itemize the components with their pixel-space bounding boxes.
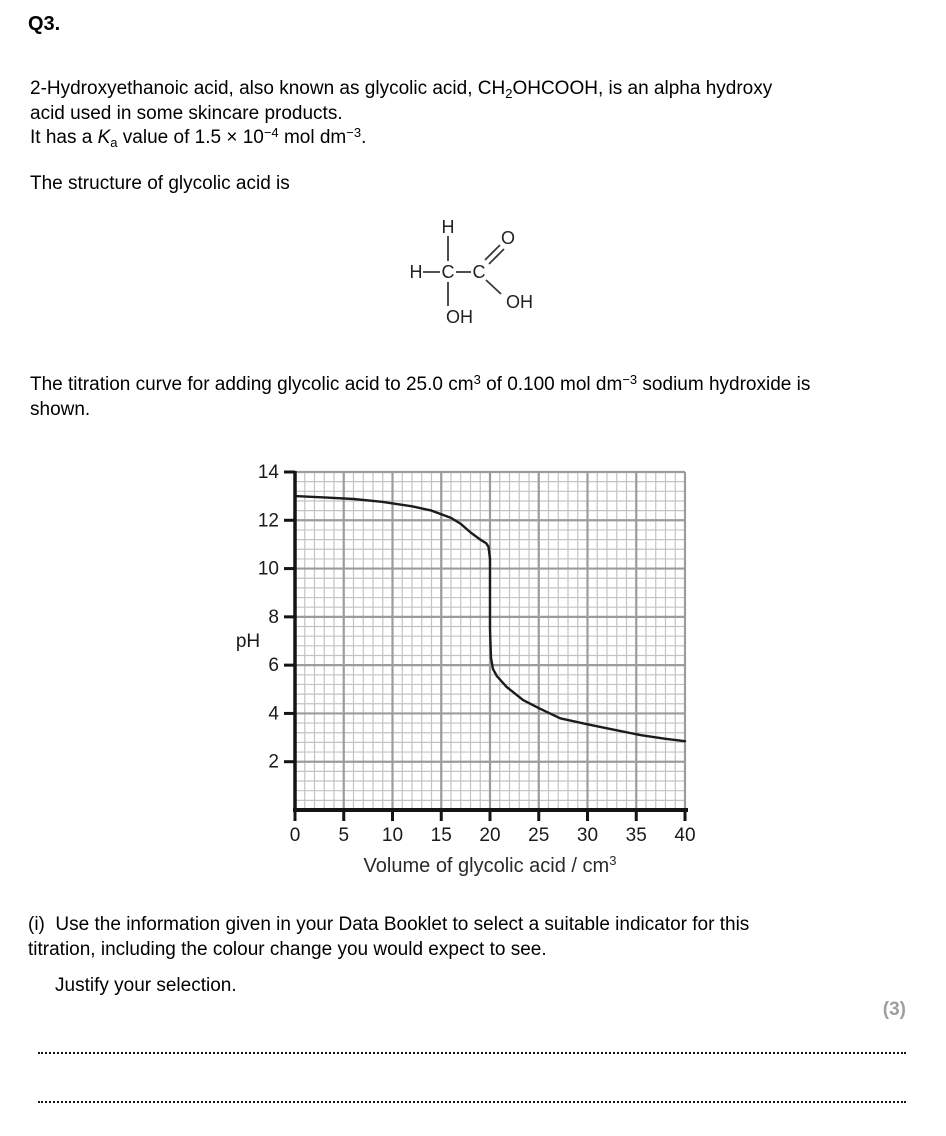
- svg-text:40: 40: [674, 825, 696, 846]
- question-i-line-1: (i) Use the information given in your Data Booklet to select a suitable indicator for this: [28, 914, 750, 935]
- svg-text:10: 10: [257, 558, 279, 580]
- answer-line-2: [38, 1101, 906, 1103]
- bond-c2-o-double-2: [489, 249, 504, 264]
- svg-text:15: 15: [430, 825, 452, 846]
- svg-text:5: 5: [338, 825, 350, 846]
- bond-c2-oh: [486, 280, 501, 294]
- svg-text:12: 12: [257, 510, 279, 532]
- atom-o: O: [500, 228, 516, 248]
- question-number: Q3.: [28, 13, 61, 35]
- atom-h-top: H: [441, 217, 455, 237]
- svg-text:25: 25: [528, 825, 550, 846]
- atom-oh-bottom: OH: [446, 307, 473, 327]
- svg-text:30: 30: [576, 825, 599, 846]
- intro-line-1: 2-Hydroxyethanoic acid, also known as glycolic acid, $CH_2OHCOOH$, is an alpha hydroxy: [30, 78, 773, 101]
- svg-text:20: 20: [479, 825, 501, 846]
- glycolic-acid-structure-diagram: [390, 205, 570, 340]
- svg-text:pH: pH: [235, 631, 261, 652]
- marks-badge: (3): [882, 999, 906, 1020]
- question-i-paragraph: [28, 913, 749, 962]
- titration-curve-chart: [225, 440, 730, 890]
- svg-text:2: 2: [268, 751, 279, 773]
- atom-c2: C: [472, 262, 486, 282]
- svg-text:4: 4: [268, 703, 279, 725]
- justify-instruction: Justify your selection.: [55, 975, 237, 996]
- intro-line-2: acid used in some skincare products.: [30, 102, 343, 124]
- titration-paragraph: [30, 373, 810, 422]
- svg-text:14: 14: [257, 462, 279, 483]
- atom-c1: C: [441, 262, 455, 282]
- intro-paragraph: [30, 77, 772, 151]
- atom-h-left: H: [409, 262, 423, 282]
- svg-text:6: 6: [268, 655, 279, 677]
- atom-oh-right: OH: [506, 292, 533, 312]
- structure-intro-text: The structure of glycolic acid is: [30, 173, 290, 194]
- titration-line-2: shown.: [30, 398, 91, 420]
- bond-c2-o-double-1: [485, 245, 500, 260]
- intro-line-3: It has a $K_a$ value of $1.5 \times 10^{-4}$ mol $dm^{-3}$.: [30, 125, 367, 150]
- svg-text:Volume of glycolic acid / cm3: Volume of glycolic acid / $cm^3$: [363, 853, 617, 877]
- answer-line-1: [38, 1052, 906, 1054]
- svg-text:35: 35: [625, 825, 647, 846]
- svg-text:0: 0: [289, 825, 301, 846]
- question-i-line-2: titration, including the colour change you would expect to see.: [28, 938, 547, 960]
- svg-text:8: 8: [268, 606, 279, 628]
- titration-line-1: The titration curve for adding glycolic acid to 25.0 $cm^3$ of 0.100 mol $dm^{-3}$ sodium hydroxide is: [30, 372, 811, 395]
- svg-text:10: 10: [381, 825, 404, 846]
